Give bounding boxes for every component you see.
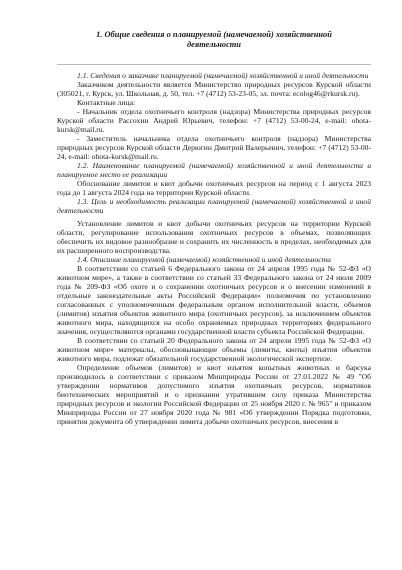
paragraph-limits: Обоснование лимитов и квот добычи охотничьих ресурсов на период с 1 августа 2023 года до 1 августа 2024 года на территории Курской области. [57,179,371,197]
contact-person-1: - Начальник отдела охотничьего контроля (надзора) Министерства природных ресурсов Курской области Рассохин Андрей Юрьевич, телефон: +7 (4712) 53-00-24, e-mail: ohota-kursk@mail.ru. [57,107,371,134]
subsection-heading-1-1: 1.1. Сведения о заказчике планируемой (намечаемой) хозяйственной и иной деятельности [77,71,369,80]
paragraph-law-3: Определение объемов (лимитов) и квот изъятия копытных животных и барсука производилось в соответствии с приказом Минприроды России от 27.01.2022 № 49 "Об утверждении нормативов допустимого изъятия охотничьих ресурсов, нормативов биотехнических мероприятий и о признании утратившим силу приказа Министерства природных ресурсов и экологии Российской Федерации от 25 ноября 2020 г. № 965" и приказом Минприроды России от 27 ноября 2020 года № 981 «Об утверждении Порядка подготовки, принятия документа об утверждении лимита добычи охотничьих ресурсов, внесения в [57,363,371,426]
divider [57,64,371,65]
paragraph-law-1: В соответствии со статьей 6 Федерального закона от 24 апреля 1995 года № 52-ФЗ «О животном мире», а также в соответствии со статьей 33 Федерального закона от 24 июля 2009 года № 209-ФЗ «Об охоте и о сохранении охотничьих ресурсов и о внесении изменений в отдельные законодательные акты Российской Федерации» полномочия по установлению согласованных с уполномоченным федеральным органом исполнительной власти, объемов (лимитов) изъятия объектов животного мира (охотничьих ресурсов), за исключением объектов животного мира, находящихся на особо охраняемых природных территориях федерального значения, осуществляются органами государственной власти субъекта Российской Федерации. [57,264,371,336]
paragraph-law-2: В соответствии со статьей 20 Федерального закона от 24 апреля 1995 года № 52-ФЗ «О животном мире» материалы, обосновывающие объемы (лимиты, квоты) изъятия объектов животного мира, подлежат обязательной государственной экологической экспертизе. [57,336,371,363]
subsection-heading-1-2: 1.2. Наименование планируемой (намечаемой) хозяйственной и иной деятельности и планируемое место ее реализации [57,161,371,179]
paragraph-customer: Заказчиком деятельности является Министерство природных ресурсов Курской области (305021, г. Курск, ул. Школьная, д. 50, тел. +7 (4712) 53-23-05, эл. почта: ecolog46@rkursk.ru). [57,80,371,98]
subsection-heading-1-4: 1.4. Описание планируемой (намечаемой) хозяйственной и иной деятельности [77,255,331,264]
section-title: 1. Общие сведения о планируемой (намечаемой) хозяйственной деятельности [96,30,332,49]
contacts-label: Контактные лица: [77,98,136,107]
subsection-heading-1-3: 1.3. Цель и необходимость реализации планируемой (намечаемой) хозяйственной и иной деятельности [57,197,371,215]
contact-person-2: - Заместитель начальника отдела охотничьего контроля (надзора) Министерства природных ресурсов Курской области Дерюгин Дмитрий Валерьевич, телефон: +7 (4712) 53-00-24, e-mail: ohota-kursk@mail.ru. [57,134,371,161]
paragraph-goal: Установление лимитов и квот добычи охотничьих ресурсов на территории Курской области, регулирование использования охотничьих ресурсов в объемах, позволяющих обеспечить их видовое разнообразие и сохранить их численность в пределах, необходимых для их расширенного воспроизводства. [57,219,371,255]
